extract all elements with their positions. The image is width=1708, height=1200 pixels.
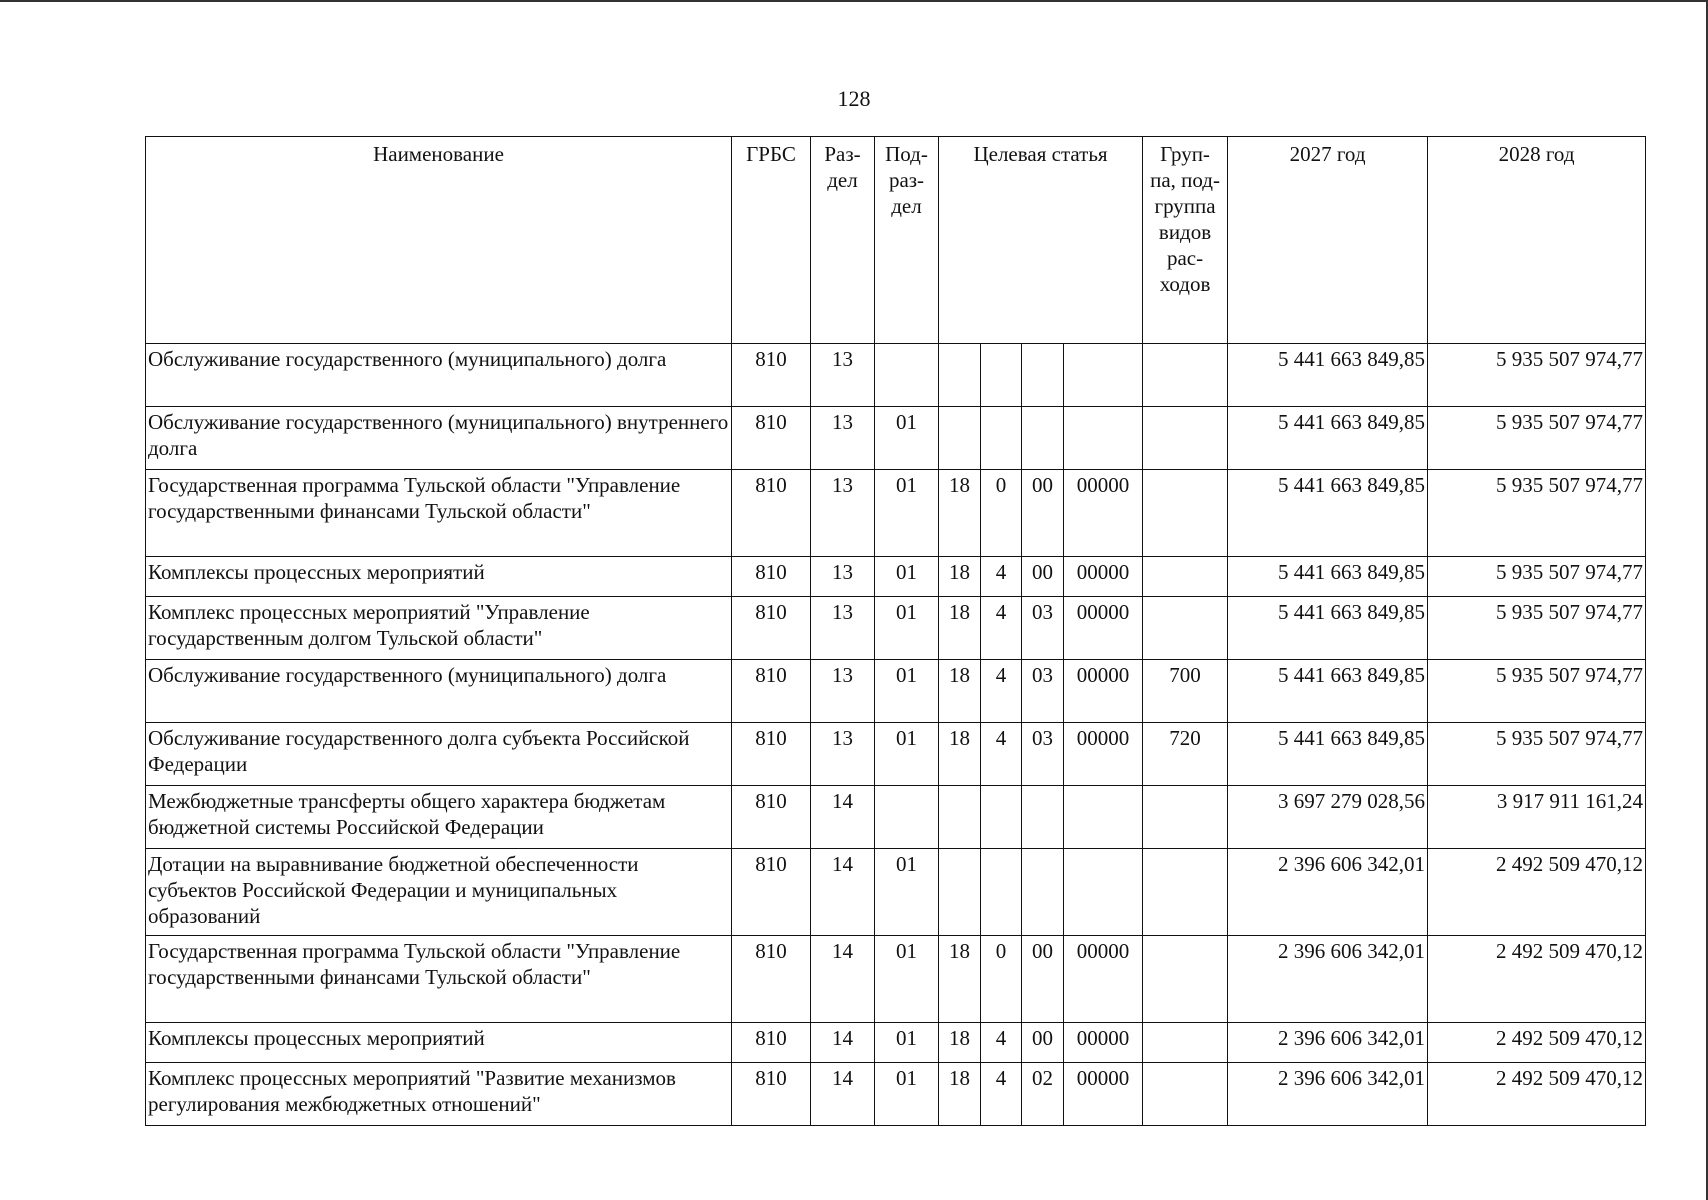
row-grbs: 810 [732,936,811,1023]
row-target-program: 18 [939,936,981,1023]
row-podrazdel: 01 [875,470,939,557]
row-target-program: 18 [939,1023,981,1063]
row-razdel: 14 [811,1023,875,1063]
row-target-direction: 00000 [1064,597,1143,660]
row-amount-2027: 5 441 663 849,85 [1228,470,1428,557]
row-target-subprogram [981,786,1022,849]
row-target-subprogram [981,344,1022,407]
row-amount-2028: 2 492 509 470,12 [1428,849,1646,936]
header-target-article: Целевая статья [939,137,1143,344]
row-target-direction: 00000 [1064,723,1143,786]
row-podrazdel: 01 [875,597,939,660]
table-row [146,407,1646,470]
row-grbs: 810 [732,786,811,849]
table-row [146,344,1646,407]
row-expense-group: 720 [1143,723,1228,786]
row-expense-group [1143,344,1228,407]
row-name: Комплекс процессных мероприятий "Развитие механизмов регулирования межбюджетных отношений" [146,1063,732,1126]
header-expense-group: Груп- па, под- группа видов рас- ходов [1143,137,1228,344]
header-grbs: ГРБС [732,137,811,344]
row-podrazdel: 01 [875,723,939,786]
row-expense-group [1143,557,1228,597]
row-target-program: 18 [939,597,981,660]
row-podrazdel: 01 [875,1063,939,1126]
row-name: Комплексы процессных мероприятий [146,1023,732,1063]
row-target-direction [1064,344,1143,407]
row-name: Межбюджетные трансферты общего характера бюджетам бюджетной системы Российской Федерации [146,786,732,849]
row-podrazdel: 01 [875,557,939,597]
row-podrazdel: 01 [875,407,939,470]
row-name: Государственная программа Тульской области "Управление государственными финансами Тульской области" [146,936,732,1023]
row-target-event [1022,407,1064,470]
row-target-direction: 00000 [1064,1063,1143,1126]
row-target-direction: 00000 [1064,1023,1143,1063]
row-target-subprogram [981,849,1022,936]
row-podrazdel: 01 [875,1023,939,1063]
header-podrazdel: Под- раз- дел [875,137,939,344]
row-amount-2028: 2 492 509 470,12 [1428,1063,1646,1126]
row-razdel: 13 [811,470,875,557]
row-name: Государственная программа Тульской области "Управление государственными финансами Тульской области" [146,470,732,557]
row-target-direction [1064,849,1143,936]
row-razdel: 14 [811,1063,875,1126]
row-target-subprogram: 0 [981,936,1022,1023]
row-razdel: 14 [811,849,875,936]
row-target-event: 03 [1022,660,1064,723]
row-target-program [939,849,981,936]
row-name: Обслуживание государственного долга субъекта Российской Федерации [146,723,732,786]
table-header-row [146,137,1646,344]
header-name: Наименование [146,137,732,344]
row-podrazdel [875,786,939,849]
table-row [146,1023,1646,1063]
row-target-program: 18 [939,723,981,786]
row-target-program [939,344,981,407]
row-grbs: 810 [732,723,811,786]
row-target-direction: 00000 [1064,470,1143,557]
row-target-event: 02 [1022,1063,1064,1126]
row-expense-group [1143,1063,1228,1126]
row-expense-group [1143,470,1228,557]
table-row [146,936,1646,1023]
table-row [146,470,1646,557]
row-target-subprogram: 4 [981,723,1022,786]
row-target-event [1022,849,1064,936]
row-target-subprogram: 4 [981,1063,1022,1126]
row-grbs: 810 [732,470,811,557]
row-amount-2028: 5 935 507 974,77 [1428,597,1646,660]
row-amount-2027: 2 396 606 342,01 [1228,849,1428,936]
row-target-event: 03 [1022,723,1064,786]
row-grbs: 810 [732,1023,811,1063]
row-grbs: 810 [732,1063,811,1126]
row-target-direction: 00000 [1064,660,1143,723]
row-grbs: 810 [732,660,811,723]
row-razdel: 13 [811,557,875,597]
row-target-event [1022,786,1064,849]
row-razdel: 13 [811,344,875,407]
row-target-event: 00 [1022,1023,1064,1063]
row-target-event [1022,344,1064,407]
row-amount-2028: 5 935 507 974,77 [1428,660,1646,723]
table-row [146,597,1646,660]
page-number: 128 [837,86,871,111]
row-amount-2027: 5 441 663 849,85 [1228,597,1428,660]
row-target-subprogram: 4 [981,660,1022,723]
row-amount-2028: 5 935 507 974,77 [1428,557,1646,597]
row-amount-2028: 5 935 507 974,77 [1428,344,1646,407]
row-amount-2027: 2 396 606 342,01 [1228,1063,1428,1126]
row-expense-group [1143,1023,1228,1063]
row-name: Обслуживание государственного (муниципального) внутреннего долга [146,407,732,470]
row-target-event: 00 [1022,936,1064,1023]
row-amount-2028: 5 935 507 974,77 [1428,407,1646,470]
row-amount-2027: 5 441 663 849,85 [1228,660,1428,723]
header-2028: 2028 год [1428,137,1646,344]
row-razdel: 13 [811,660,875,723]
row-name: Комплексы процессных мероприятий [146,557,732,597]
row-expense-group [1143,849,1228,936]
row-grbs: 810 [732,407,811,470]
row-podrazdel: 01 [875,936,939,1023]
row-amount-2027: 5 441 663 849,85 [1228,557,1428,597]
table-row [146,1063,1646,1126]
row-amount-2027: 5 441 663 849,85 [1228,344,1428,407]
header-razdel: Раз- дел [811,137,875,344]
row-expense-group [1143,786,1228,849]
row-target-program: 18 [939,470,981,557]
row-target-program [939,786,981,849]
row-amount-2028: 5 935 507 974,77 [1428,723,1646,786]
row-name: Обслуживание государственного (муниципального) долга [146,660,732,723]
table-row [146,557,1646,597]
row-target-subprogram: 4 [981,557,1022,597]
row-podrazdel: 01 [875,660,939,723]
row-target-subprogram: 4 [981,597,1022,660]
row-podrazdel [875,344,939,407]
row-name: Комплекс процессных мероприятий "Управление государственным долгом Тульской области" [146,597,732,660]
row-amount-2027: 2 396 606 342,01 [1228,1023,1428,1063]
row-grbs: 810 [732,597,811,660]
row-target-subprogram: 4 [981,1023,1022,1063]
row-target-program: 18 [939,1063,981,1126]
row-amount-2028: 5 935 507 974,77 [1428,470,1646,557]
row-grbs: 810 [732,344,811,407]
row-name: Обслуживание государственного (муниципального) долга [146,344,732,407]
row-amount-2028: 2 492 509 470,12 [1428,1023,1646,1063]
header-2027: 2027 год [1228,137,1428,344]
row-razdel: 14 [811,786,875,849]
row-amount-2028: 2 492 509 470,12 [1428,936,1646,1023]
table-row [146,849,1646,936]
row-amount-2027: 2 396 606 342,01 [1228,936,1428,1023]
row-target-direction [1064,786,1143,849]
row-name: Дотации на выравнивание бюджетной обеспеченности субъектов Российской Федерации и муниципальных образований [146,849,732,936]
table-row [146,786,1646,849]
row-amount-2027: 5 441 663 849,85 [1228,723,1428,786]
row-razdel: 13 [811,597,875,660]
row-expense-group: 700 [1143,660,1228,723]
row-expense-group [1143,597,1228,660]
row-amount-2027: 3 697 279 028,56 [1228,786,1428,849]
row-target-subprogram [981,407,1022,470]
row-target-program: 18 [939,557,981,597]
row-target-event: 03 [1022,597,1064,660]
row-razdel: 13 [811,407,875,470]
table-row [146,723,1646,786]
row-target-event: 00 [1022,470,1064,557]
row-amount-2028: 3 917 911 161,24 [1428,786,1646,849]
row-target-program: 18 [939,660,981,723]
row-target-program [939,407,981,470]
row-grbs: 810 [732,557,811,597]
row-target-direction [1064,407,1143,470]
budget-table [145,136,1646,1126]
row-target-event: 00 [1022,557,1064,597]
row-expense-group [1143,407,1228,470]
row-podrazdel: 01 [875,849,939,936]
row-razdel: 14 [811,936,875,1023]
row-expense-group [1143,936,1228,1023]
row-razdel: 13 [811,723,875,786]
table-row [146,660,1646,723]
row-grbs: 810 [732,849,811,936]
row-target-direction: 00000 [1064,936,1143,1023]
row-target-subprogram: 0 [981,470,1022,557]
row-amount-2027: 5 441 663 849,85 [1228,407,1428,470]
row-target-direction: 00000 [1064,557,1143,597]
